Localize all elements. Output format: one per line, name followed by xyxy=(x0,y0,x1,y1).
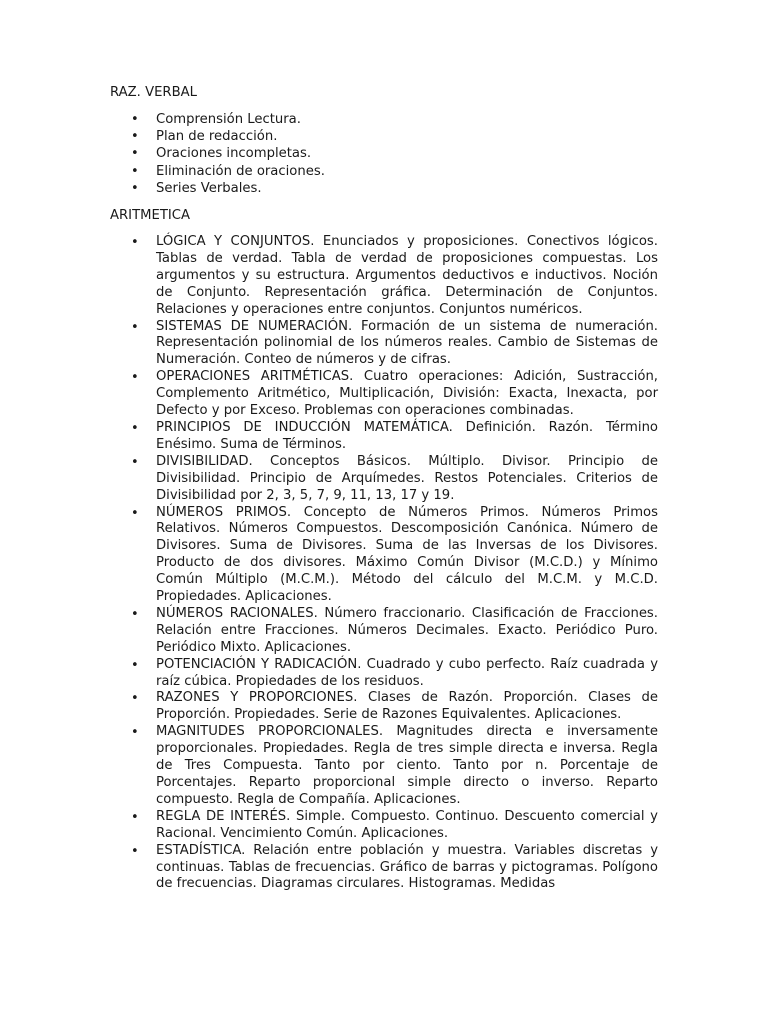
list-item-text: PRINCIPIOS DE INDUCCIÓN MATEMÁTICA. Definición. Razón. Término Enésimo. Suma de Términos. xyxy=(156,419,658,452)
bullet-icon: • xyxy=(131,370,139,386)
list-item xyxy=(110,234,658,319)
raz-verbal-list xyxy=(110,111,658,197)
list-item xyxy=(110,180,658,197)
list-item xyxy=(110,724,658,809)
bullet-icon: • xyxy=(131,843,139,859)
list-item-text: NÚMEROS PRIMOS. Concepto de Números Primos. Números Primos Relativos. Números Compuestos. Descomposición Canónica. Número de Divisores. Suma de Divisores. Suma de las Inversas de los Divisores. Producto de dos divisores. Máximo Común Divisor (M.C.D.) y Mínimo Común Múltiplo (M.C.M.). Método del cálculo del M.C.M. y M.C.D. Propiedades. Aplicaciones. xyxy=(156,504,658,605)
list-item xyxy=(110,163,658,180)
bullet-icon: • xyxy=(131,691,139,707)
list-item-text: MAGNITUDES PROPORCIONALES. Magnitudes directa e inversamente proporcionales. Propiedades. Regla de tres simple directa e inversa. Regla de Tres Compuesta. Tanto por ciento. Tanto por n. Porcentaje de Porcentajes. Reparto proporcional simple directo o inverso. Reparto compuesto. Regla de Compañía. Aplicaciones. xyxy=(156,724,658,807)
bullet-icon: • xyxy=(131,129,139,145)
list-item xyxy=(110,657,658,691)
bullet-icon: • xyxy=(131,657,139,673)
list-item xyxy=(110,111,658,128)
list-item-text: Oraciones incompletas. xyxy=(156,146,312,162)
list-item-text: SISTEMAS DE NUMERACIÓN. Formación de un sistema de numeración. Representación polinomial de los números reales. Cambio de Sistemas de Numeración. Conteo de números y de cifras. xyxy=(156,318,658,368)
list-item-text: OPERACIONES ARITMÉTICAS. Cuatro operaciones: Adición, Sustracción, Complemento Aritmético, Multiplicación, División: Exacta, Inexacta, por Defecto y por Exceso. Problemas con operaciones combinadas. xyxy=(156,369,658,419)
bullet-icon: • xyxy=(131,454,139,470)
list-item xyxy=(110,606,658,657)
list-item xyxy=(110,843,658,894)
list-item-text: NÚMEROS RACIONALES. Número fraccionario. Clasificación de Fracciones. Relación entre Fracciones. Números Decimales. Exacto. Periódico Puro. Periódico Mixto. Aplicaciones. xyxy=(156,605,658,655)
aritmetica-list xyxy=(110,234,658,893)
list-item-text: Eliminación de oraciones. xyxy=(156,163,325,179)
list-item xyxy=(110,369,658,420)
bullet-icon: • xyxy=(131,505,139,521)
bullet-icon: • xyxy=(131,809,139,825)
list-item-text: ESTADÍSTICA. Relación entre población y muestra. Variables discretas y continuas. Tablas de frecuencias. Gráfico de barras y pictogramas. Polígono de frecuencias. Diagramas circulares. Histogramas. Medidas xyxy=(156,842,658,892)
bullet-icon: • xyxy=(131,112,139,127)
list-item-text: REGLA DE INTERÉS. Simple. Compuesto. Continuo. Descuento comercial y Racional. Vencimiento Común. Aplicaciones. xyxy=(156,808,658,841)
list-item xyxy=(110,319,658,370)
bullet-icon: • xyxy=(131,180,139,196)
list-item-text: RAZONES Y PROPORCIONES. Clases de Razón. Proporción. Clases de Proporción. Propiedades. Serie de Razones Equivalentes. Aplicaciones. xyxy=(156,690,658,723)
list-item-text: LÓGICA Y CONJUNTOS. Enunciados y proposiciones. Conectivos lógicos. Tablas de verdad. Tabla de verdad de proposiciones compuestas. Los argumentos y su estructura. Argumentos deductivos e inductivos. Noción de Conjunto. Representación gráfica. Determinación de Conjuntos. Relaciones y operaciones entre conjuntos. Conjuntos numéricos. xyxy=(156,234,658,317)
list-item xyxy=(110,809,658,843)
list-item xyxy=(110,690,658,724)
list-item xyxy=(110,454,658,505)
bullet-icon: • xyxy=(131,319,139,335)
bullet-icon: • xyxy=(131,163,139,179)
list-item-text: Series Verbales. xyxy=(156,180,262,196)
list-item-text: POTENCIACIÓN Y RADICACIÓN. Cuadrado y cubo perfecto. Raíz cuadrada y raíz cúbica. Propiedades de los residuos. xyxy=(156,656,658,689)
list-item xyxy=(110,128,658,145)
bullet-icon: • xyxy=(131,420,139,436)
document-page xyxy=(110,84,658,893)
list-item-text: Comprensión Lectura. xyxy=(156,112,301,127)
list-item-text: Plan de redacción. xyxy=(156,129,278,145)
list-item xyxy=(110,505,658,606)
bullet-icon: • xyxy=(131,725,139,741)
bullet-icon: • xyxy=(131,235,139,251)
bullet-icon: • xyxy=(131,146,139,162)
section-title-raz-verbal: RAZ. VERBAL xyxy=(110,85,197,100)
bullet-icon: • xyxy=(131,606,139,622)
list-item-text: DIVISIBILIDAD. Conceptos Básicos. Múltiplo. Divisor. Principio de Divisibilidad. Principio de Arquímedes. Restos Potenciales. Criterios de Divisibilidad por 2, 3, 5, 7, 9, 11, 13, 17 y 19. xyxy=(156,453,658,503)
list-item xyxy=(110,145,658,162)
section-title-aritmetica: ARITMETICA xyxy=(110,208,191,224)
list-item xyxy=(110,420,658,454)
